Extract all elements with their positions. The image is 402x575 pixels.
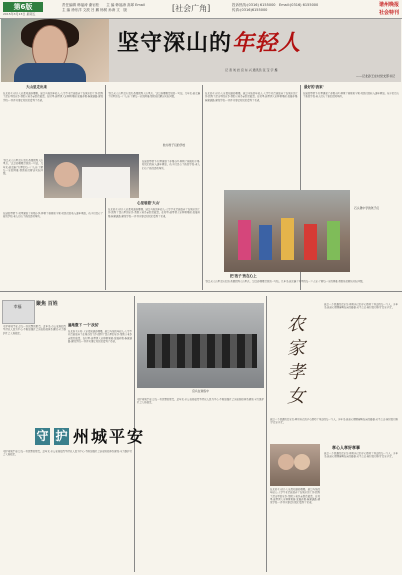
staff-line-top: 责任编辑 韩福涛 谢岩松 主 编 韩福涛 高翠 Email [62, 3, 145, 7]
calligraphy-char-3: 孝 [287, 362, 305, 383]
brand-badge-bottom: 社会特刊 [378, 10, 399, 16]
child-figure [327, 221, 340, 260]
contact-line [232, 3, 318, 13]
lower-text-1: 守护州城平安,是每一名民警的职责。近年来,市公安局始终坚持以人民为中心,不断加强社会治安防控体系建设,全力维护社会大局稳定。 [3, 325, 66, 335]
article-text-center-bottom: 在北孙王庄村,大家都知道孙娜娜。她是当地的年轻人,大学毕业后她放弃了在城市的工作,回到了深山里的家乡,帮助父老乡亲脱贫致富。在村里,她带领大家种植果树,发展养殖,修建道路,建设学校,一件件实事让村民们看到了希望。 [108, 208, 200, 218]
contact-email: 投诉热线:(0316) 6155000 Email:(0316) 6155000 [232, 3, 319, 7]
right-lower-subhead: 孝心人孝好孝事 [332, 445, 360, 450]
lower-text-2: 在北孙王庄村,大家都知道孙娜娜。她是当地的年轻人,大学毕业后她放弃了在城市的工作,回到了深山里的家乡,帮助父老乡亲脱贫致富。在村里,她带领大家种植果树,发展养殖,修建道路,建设学校,一件件实事让村民们看到了希望。 [68, 330, 132, 343]
headline-banner [35, 428, 143, 448]
family-photo-face [278, 454, 294, 470]
girl-photo [44, 154, 139, 198]
section-title: [社会广角] [172, 4, 211, 13]
staff-line-bottom: 主 编 徐东洋 文波 吕 鹏 杨树 孙涛 文 版 [62, 8, 127, 12]
lower-text-4: 守护州城平安,是每一名民警的职责。近年来,市公安局始终坚持以人民为中心,不断加强社会治安防控体系建设,全力维护社会大局稳定。 [137, 398, 264, 405]
article-text-left-bottom: 在她的带领下,村里建起了养殖小区,种植了核桃和苹果,村民们的收入逐年增加。孩子们也有了新的学校,老人们有了新的活动场所。 [3, 212, 103, 219]
headline [117, 26, 301, 57]
portrait-coat [14, 63, 86, 82]
issue-date: 2015年3月13日 星期五 [3, 12, 36, 16]
column-badge-label: 幸福 [13, 304, 22, 309]
article-text-right-a: 在北孙王庄村,大家都知道孙娜娜。她是当地的年轻人,大学毕业后她放弃了在城市的工作,回到了深山里的家乡,帮助父老乡亲脱贫致富。在村里,她带领大家种植果树,发展养殖,修建道路,建设学校,一件件实事让村民们看到了希望。 [205, 92, 298, 102]
column-title: 聚焦 百姓 [36, 301, 58, 307]
article-text-center-top: '我是从大山里走出来的,我要回到大山里去。'这是孙娜娜常说的一句话。几年来,她走遍了村里的每一户人家,了解每一家的困难,帮助他们解决实际问题。 [108, 92, 200, 99]
headline-main: 坚守深山的 [117, 30, 233, 56]
right-subhead: 最好的'我家' [304, 85, 324, 89]
banner-box-1: 守 [36, 429, 49, 443]
lower-text-3: 守护州城平安,是每一名民警的职责。近年来,市公安局始终坚持以人民为中心,不断加强社会治安防控体系建设,全力维护社会大局稳定。 [3, 450, 132, 457]
family-photo-face [294, 454, 310, 470]
article-text-left-narrow: '我是从大山里走出来的,我要回到大山里去。'这是孙娜娜常说的一句话。几年来,她走遍了村里的每一户人家,了解每一家的困难,帮助他们解决实际问题。 [3, 159, 43, 176]
banner-char-5: 平 [109, 427, 126, 446]
center-subhead: 心里装着'大山' [137, 201, 161, 205]
mid-subhead: 把'孩子'放在心上 [230, 274, 257, 278]
calligraphy-char-4: 女 [287, 386, 305, 407]
girl-photo-face [54, 162, 79, 187]
banner-char-3: 州 [73, 427, 90, 446]
police-photo [137, 303, 264, 388]
article-text-right-b: 在她的带领下,村里建起了养殖小区,种植了核桃和苹果,村民们的收入逐年增加。孩子们也有了新的学校,老人们有了新的活动场所。 [303, 92, 399, 99]
photo-caption-classroom: 他为孩子们的学校 [162, 143, 186, 147]
hero-subtitle: ——记北孙王庄村党支部书记 [349, 74, 395, 78]
headline-accent: 年轻人 [232, 30, 302, 56]
lower-text-7: 她是一个普通的农家女,却用自己的孝心感动了身边的每一个人。多年来,她悉心照顾瘫痪在床的婆婆,从不言苦,被村民们称为'农家孝女'。 [324, 452, 398, 459]
column-rule [202, 85, 203, 290]
lower-text-8: 在北孙王庄村,大家都知道孙娜娜。她是当地的年轻人,大学毕业后她放弃了在城市的工作,回到了深山里的家乡,帮助父老乡亲脱贫致富。在村里,她带领大家种植果树,发展养殖,修建道路,建设学校,一件件实事让村民们看到了希望。 [270, 488, 320, 505]
portrait-photo [1, 19, 109, 82]
brand-badge-top: 谐州晚报 [378, 2, 399, 8]
article-text-right-bottom: '我是从大山里走出来的,我要回到大山里去。'这是孙娜娜常说的一句话。几年来,她走遍了村里的每一户人家,了解每一家的困难,帮助他们解决实际问题。 [205, 280, 365, 283]
photo-caption-children: 石头堡中学的孩子们 [354, 206, 380, 210]
section-divider [0, 291, 402, 292]
lower-text-5: 她是一个普通的农家女,却用自己的孝心感动了身边的每一个人。多年来,她悉心照顾瘫痪在床的婆婆,从不言苦,被村民们称为'农家孝女'。 [324, 303, 398, 310]
police-lineup [147, 334, 257, 368]
child-figure [304, 224, 317, 260]
lower-left-subhead: 遍地撒下 一个'扶贫' [68, 323, 100, 327]
left-subhead: 大山里走出来 [26, 85, 47, 89]
banner-char-4: 城 [91, 427, 108, 446]
column-rule [266, 296, 267, 572]
child-figure [238, 220, 251, 260]
photo-caption-police: 官兵在训练中 [192, 389, 209, 393]
edition-label: 第6版 [3, 2, 43, 12]
banner-char-6: 安 [127, 427, 144, 446]
brand-badge [363, 1, 399, 17]
lower-text-6: 她是一个普通的农家女,却用自己的孝心感动了身边的每一个人。多年来,她悉心照顾瘫痪在床的婆婆,从不言苦,被村民们称为'农家孝女'。 [270, 418, 398, 425]
girl-photo-book [82, 167, 130, 198]
article-text-left-top: 在北孙王庄村,大家都知道孙娜娜。她是当地的年轻人,大学毕业后她放弃了在城市的工作,回到了深山里的家乡,帮助父老乡亲脱贫致富。在村里,她带领大家种植果树,发展养殖,修建道路,建设学校,一件件实事让村民们看到了希望。 [3, 92, 103, 102]
family-photo [270, 444, 320, 486]
hero-banner [1, 19, 401, 82]
staff-line [62, 3, 145, 13]
contact-phone: 传真:(0316)6155000 [232, 8, 268, 12]
byline: 记 者 刘 岩 宫 东 兴 通讯员 张 宝 宇 摄 [225, 68, 278, 72]
children-photo [224, 190, 350, 272]
banner-box-2: 护 [55, 429, 68, 443]
article-text-center-mid: 在她的带领下,村里建起了养殖小区,种植了核桃和苹果,村民们的收入逐年增加。孩子们也有了新的学校,老人们有了新的活动场所。 [142, 160, 200, 170]
calligraphy-char-1: 农 [287, 314, 305, 335]
calligraphy-char-2: 家 [287, 338, 305, 359]
child-figure [259, 225, 272, 260]
child-figure [281, 218, 294, 260]
masthead [0, 0, 402, 19]
calligraphy-title [270, 313, 322, 413]
